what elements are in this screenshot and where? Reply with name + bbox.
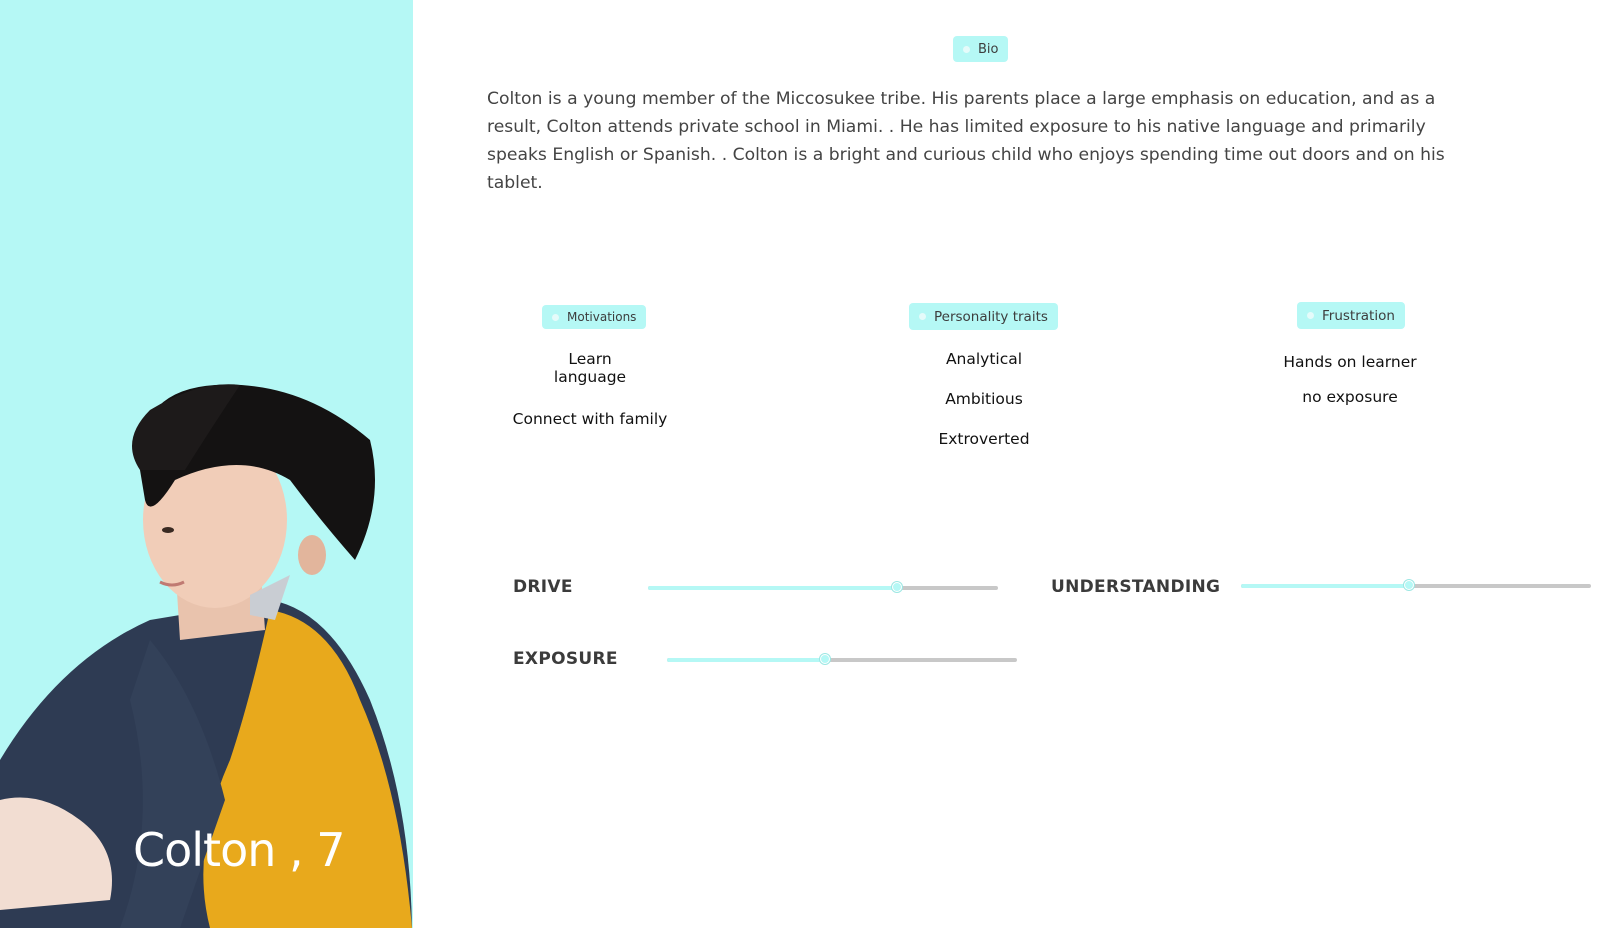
frustration-tag-label: Frustration [1322, 307, 1395, 324]
bio-tag-label: Bio [978, 41, 999, 57]
list-item: Hands on learner [1283, 353, 1417, 371]
tag-dot-icon [552, 314, 559, 321]
understanding-label: UNDERSTANDING [1051, 577, 1221, 597]
tag-dot-icon [919, 313, 926, 320]
personality-list [884, 350, 1084, 460]
slider-fill [667, 658, 825, 662]
list-item: no exposure [1302, 388, 1398, 406]
child-portrait-image [0, 0, 413, 928]
drive-label: DRIVE [513, 577, 573, 597]
motivations-tag [542, 305, 646, 329]
understanding-slider[interactable] [1241, 584, 1591, 588]
frustration-tag [1297, 302, 1405, 329]
personality-tag [909, 303, 1058, 330]
list-item: Extroverted [938, 430, 1030, 448]
list-item: Connect with family [512, 410, 668, 428]
portrait-panel [0, 0, 413, 928]
slider-thumb[interactable] [1404, 580, 1414, 590]
personality-tag-label: Personality traits [934, 308, 1048, 325]
exposure-label: EXPOSURE [513, 649, 618, 669]
motivations-tag-label: Motivations [567, 310, 637, 324]
slider-thumb[interactable] [892, 582, 902, 592]
slider-fill [648, 586, 897, 590]
frustration-list [1250, 353, 1450, 423]
bio-tag [953, 36, 1008, 62]
list-item: Learn language [553, 350, 627, 386]
drive-slider[interactable] [648, 586, 998, 590]
list-item: Ambitious [945, 390, 1023, 408]
bio-text: Colton is a young member of the Miccosukee tribe. His parents place a large emphasis on education, and as a result, Colton attends private school in Miami. . He has limited exposure to his native language and primarily speaks English or Spanish. . Colton is a bright and curious child who enjoys spending time out doors and on his tablet. [487, 89, 1445, 193]
exposure-slider[interactable] [667, 658, 1017, 662]
slider-thumb[interactable] [820, 654, 830, 664]
persona-name-caption: Colton , 7 [133, 823, 345, 877]
tag-dot-icon [1307, 312, 1314, 319]
motivations-list [490, 350, 690, 440]
tag-dot-icon [963, 46, 970, 53]
slider-fill [1241, 584, 1409, 588]
list-item: Analytical [945, 350, 1023, 368]
